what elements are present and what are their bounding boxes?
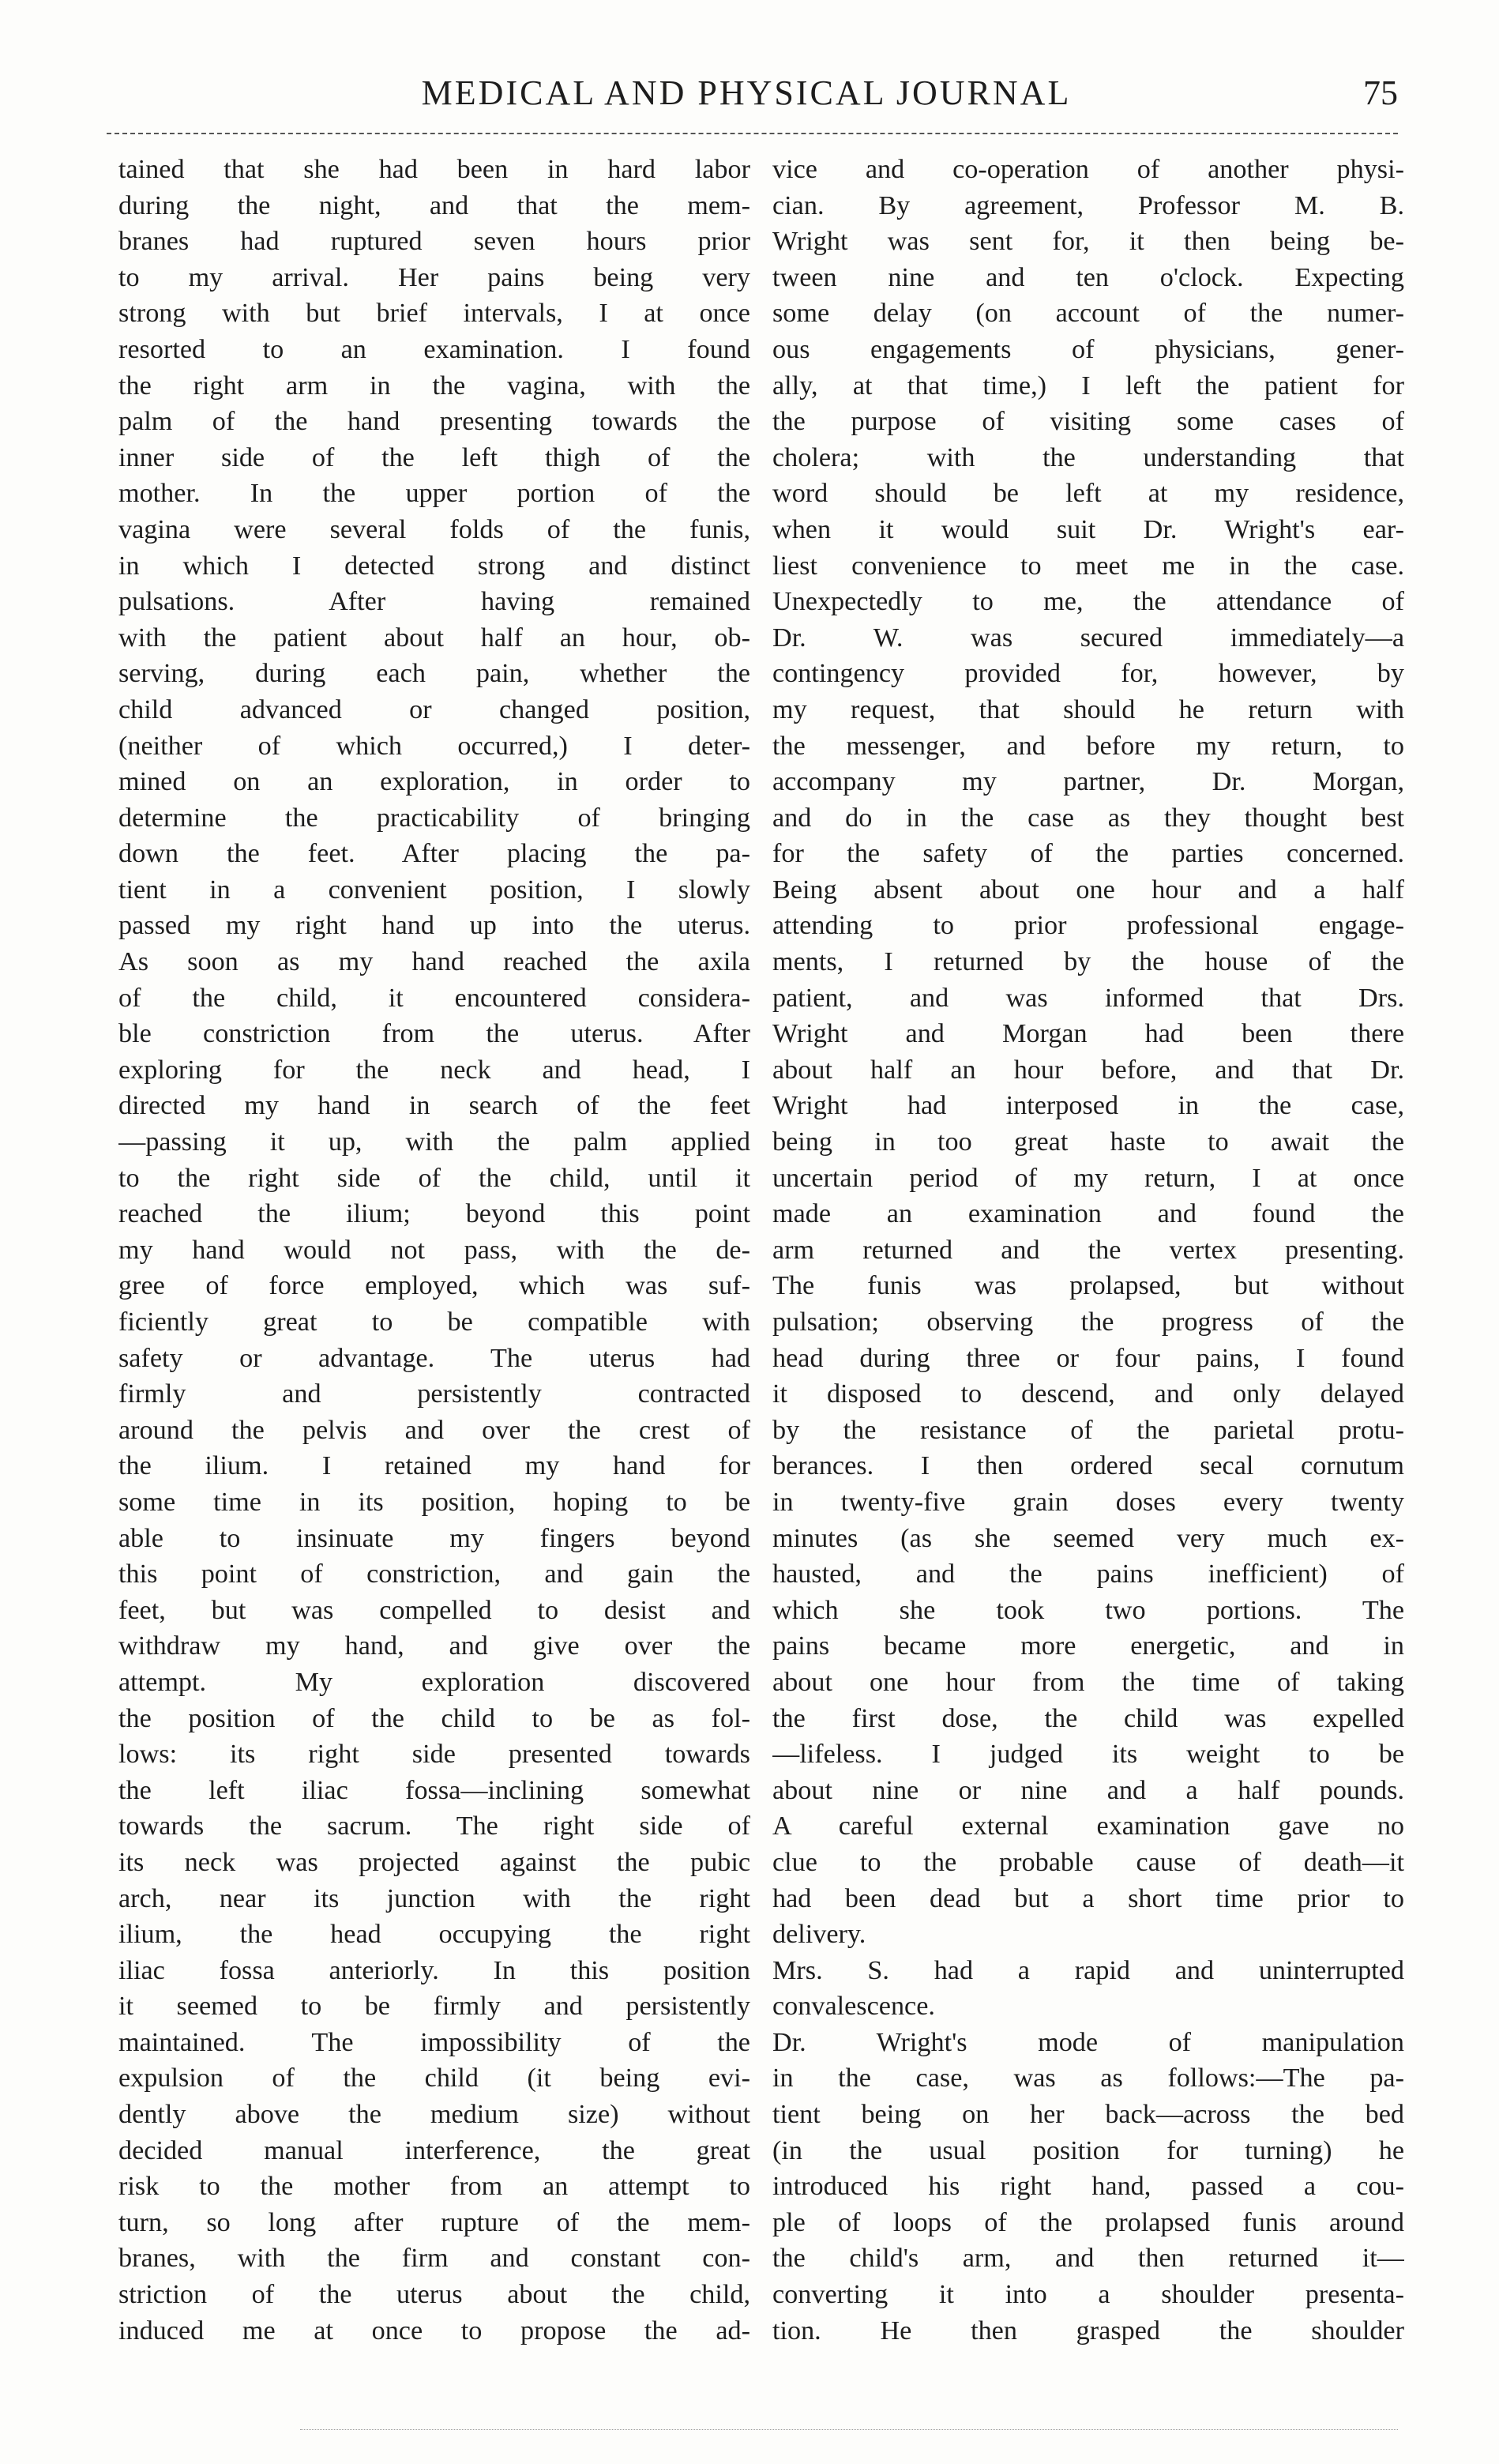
text-line: As soon as my hand reached the axila bbox=[118, 947, 750, 977]
text-line: attempt. My exploration discovered bbox=[118, 1667, 750, 1697]
text-line: in twenty-five grain doses every twenty bbox=[772, 1487, 1404, 1517]
text-line: resorted to an examination. I found bbox=[118, 334, 750, 364]
text-line: cian. By agreement, Professor M. B. bbox=[772, 190, 1404, 220]
text-line: clue to the probable cause of death—it bbox=[772, 1847, 1404, 1877]
text-line: (in the usual position for turning) he bbox=[772, 2135, 1404, 2165]
text-line: to my arrival. Her pains being very bbox=[118, 262, 750, 292]
running-head bbox=[95, 70, 1398, 125]
text-line: during the night, and that the mem- bbox=[118, 190, 750, 220]
text-line: the first dose, the child was expelled bbox=[772, 1703, 1404, 1733]
text-line: Being absent about one hour and a half bbox=[772, 875, 1404, 905]
text-line: ficiently great to be compatible with bbox=[118, 1307, 750, 1337]
text-line: tient being on her back—across the bed bbox=[772, 2100, 1404, 2130]
header-rule bbox=[107, 133, 1398, 134]
text-line: expulsion of the child (it being evi- bbox=[118, 2063, 750, 2093]
text-line: able to insinuate my fingers beyond bbox=[118, 1523, 750, 1553]
text-line: determine the practicability of bringing bbox=[118, 803, 750, 833]
text-line: Wright was sent for, it then being be- bbox=[772, 227, 1404, 257]
text-line: Unexpectedly to me, the attendance of bbox=[772, 587, 1404, 617]
text-line: my request, that should he return with bbox=[772, 694, 1404, 724]
text-line: —lifeless. I judged its weight to be bbox=[772, 1740, 1404, 1770]
text-line: exploring for the neck and head, I bbox=[118, 1055, 750, 1085]
text-line: directed my hand in search of the feet bbox=[118, 1091, 750, 1121]
text-line: it disposed to descend, and only delayed bbox=[772, 1379, 1404, 1409]
text-line: branes, with the firm and constant con- bbox=[118, 2244, 750, 2274]
text-line: pains became more energetic, and in bbox=[772, 1631, 1404, 1661]
text-line: cholera; with the understanding that bbox=[772, 442, 1404, 472]
text-line: in which I detected strong and distinct bbox=[118, 551, 750, 581]
text-line: the messenger, and before my return, to bbox=[772, 731, 1404, 761]
text-line: towards the sacrum. The right side of bbox=[118, 1811, 750, 1841]
text-line: ments, I returned by the house of the bbox=[772, 947, 1404, 977]
text-line: for the safety of the parties concerned. bbox=[772, 839, 1404, 869]
text-line: of the child, it encountered considera- bbox=[118, 983, 750, 1013]
text-line: dently above the medium size) without bbox=[118, 2100, 750, 2130]
text-line: lows: its right side presented towards bbox=[118, 1740, 750, 1770]
text-line: hausted, and the pains inefficient) of bbox=[772, 1559, 1404, 1589]
text-line: tained that she had been in hard labor bbox=[118, 155, 750, 184]
text-line: serving, during each pain, whether the bbox=[118, 659, 750, 689]
text-line: the ilium. I retained my hand for bbox=[118, 1451, 750, 1481]
text-line: this point of constriction, and gain the bbox=[118, 1559, 750, 1589]
text-line: the purpose of visiting some cases of bbox=[772, 407, 1404, 437]
text-line: about one hour from the time of taking bbox=[772, 1667, 1404, 1697]
text-line: berances. I then ordered secal cornutum bbox=[772, 1451, 1404, 1481]
text-line: Dr. Wright's mode of manipulation bbox=[772, 2027, 1404, 2057]
text-line: with the patient about half an hour, ob- bbox=[118, 623, 750, 653]
text-line: delivery. bbox=[772, 1920, 866, 1950]
text-line: patient, and was informed that Drs. bbox=[772, 983, 1404, 1013]
text-line: vice and co-operation of another physi- bbox=[772, 155, 1404, 184]
text-line: the right arm in the vagina, with the bbox=[118, 371, 750, 401]
text-line: vagina were several folds of the funis, bbox=[118, 514, 750, 544]
text-line: iliac fossa anteriorly. In this position bbox=[118, 1955, 750, 1985]
text-line: Dr. W. was secured immediately—a bbox=[772, 623, 1404, 653]
text-line: Wright and Morgan had been there bbox=[772, 1019, 1404, 1049]
text-line: —passing it up, with the palm applied bbox=[118, 1127, 750, 1157]
text-line: converting it into a shoulder presenta- bbox=[772, 2280, 1404, 2310]
text-line: A careful external examination gave no bbox=[772, 1811, 1404, 1841]
text-line: safety or advantage. The uterus had bbox=[118, 1343, 750, 1373]
running-title: MEDICAL AND PHYSICAL JOURNAL bbox=[421, 73, 1072, 112]
text-line: ble constriction from the uterus. After bbox=[118, 1019, 750, 1049]
text-line: mined on an exploration, in order to bbox=[118, 767, 750, 797]
text-line: in the case, was as follows:—The pa- bbox=[772, 2063, 1404, 2093]
text-line: The funis was prolapsed, but without bbox=[772, 1271, 1404, 1301]
text-line: to the right side of the child, until it bbox=[118, 1163, 750, 1193]
text-line: turn, so long after rupture of the mem- bbox=[118, 2207, 750, 2237]
text-line: withdraw my hand, and give over the bbox=[118, 1631, 750, 1661]
text-line: introduced his right hand, passed a cou- bbox=[772, 2172, 1404, 2202]
text-line: striction of the uterus about the child, bbox=[118, 2280, 750, 2310]
footer-rule bbox=[300, 2429, 1398, 2430]
text-line: feet, but was compelled to desist and bbox=[118, 1595, 750, 1625]
text-block bbox=[772, 152, 1404, 2349]
text-line: uncertain period of my return, I at once bbox=[772, 1163, 1404, 1193]
text-line: about nine or nine and a half pounds. bbox=[772, 1775, 1404, 1805]
text-line: my hand would not pass, with the de- bbox=[118, 1235, 750, 1265]
text-block bbox=[118, 152, 750, 2349]
text-line: around the pelvis and over the crest of bbox=[118, 1415, 750, 1445]
text-line: and do in the case as they thought best bbox=[772, 803, 1404, 833]
text-line: firmly and persistently contracted bbox=[118, 1379, 750, 1409]
text-line: decided manual interference, the great bbox=[118, 2135, 750, 2165]
text-line: tion. He then grasped the shoulder bbox=[772, 2315, 1404, 2346]
text-line: minutes (as she seemed very much ex- bbox=[772, 1523, 1404, 1553]
text-line: made an examination and found the bbox=[772, 1199, 1404, 1229]
text-line: Wright had interposed in the case, bbox=[772, 1091, 1404, 1121]
text-line: ilium, the head occupying the right bbox=[118, 1920, 750, 1950]
page-number: 75 bbox=[1363, 73, 1398, 112]
text-line: when it would suit Dr. Wright's ear- bbox=[772, 514, 1404, 544]
text-line: (neither of which occurred,) I deter- bbox=[118, 731, 750, 761]
text-line: pulsation; observing the progress of the bbox=[772, 1307, 1404, 1337]
text-line: ous engagements of physicians, gener- bbox=[772, 334, 1404, 364]
text-line: about half an hour before, and that Dr. bbox=[772, 1055, 1404, 1085]
text-line: the child's arm, and then returned it— bbox=[772, 2244, 1404, 2274]
text-line: some delay (on account of the numer- bbox=[772, 299, 1404, 329]
text-line: arch, near its junction with the right bbox=[118, 1883, 750, 1913]
text-line: some time in its position, hoping to be bbox=[118, 1487, 750, 1517]
text-line: contingency provided for, however, by bbox=[772, 659, 1404, 689]
text-line: convalescence. bbox=[772, 1992, 935, 2022]
text-line: Mrs. S. had a rapid and uninterrupted bbox=[772, 1955, 1404, 1985]
right-column bbox=[772, 152, 1404, 2349]
text-line: had been dead but a short time prior to bbox=[772, 1883, 1404, 1913]
text-line: ally, at that time,) I left the patient for bbox=[772, 371, 1404, 401]
text-line: gree of force employed, which was suf- bbox=[118, 1271, 750, 1301]
left-column bbox=[118, 152, 750, 2349]
text-line: accompany my partner, Dr. Morgan, bbox=[772, 767, 1404, 797]
text-line: the position of the child to be as fol- bbox=[118, 1703, 750, 1733]
text-line: tient in a convenient position, I slowly bbox=[118, 875, 750, 905]
text-line: palm of the hand presenting towards the bbox=[118, 407, 750, 437]
text-line: head during three or four pains, I found bbox=[772, 1343, 1404, 1373]
text-line: reached the ilium; beyond this point bbox=[118, 1199, 750, 1229]
text-line: liest convenience to meet me in the case. bbox=[772, 551, 1404, 581]
text-line: ple of loops of the prolapsed funis around bbox=[772, 2207, 1404, 2237]
text-line: attending to prior professional engage- bbox=[772, 911, 1404, 941]
text-line: inner side of the left thigh of the bbox=[118, 442, 750, 472]
text-line: tween nine and ten o'clock. Expecting bbox=[772, 262, 1404, 292]
text-line: by the resistance of the parietal protu- bbox=[772, 1415, 1404, 1445]
text-line: which she took two portions. The bbox=[772, 1595, 1404, 1625]
text-line: child advanced or changed position, bbox=[118, 694, 750, 724]
text-line: induced me at once to propose the ad- bbox=[118, 2315, 750, 2346]
text-line: arm returned and the vertex presenting. bbox=[772, 1235, 1404, 1265]
text-line: its neck was projected against the pubic bbox=[118, 1847, 750, 1877]
text-line: word should be left at my residence, bbox=[772, 479, 1404, 509]
text-line: being in too great haste to await the bbox=[772, 1127, 1404, 1157]
text-line: the left iliac fossa—inclining somewhat bbox=[118, 1775, 750, 1805]
text-line: pulsations. After having remained bbox=[118, 587, 750, 617]
text-line: down the feet. After placing the pa- bbox=[118, 839, 750, 869]
text-line: strong with but brief intervals, I at once bbox=[118, 299, 750, 329]
text-line: passed my right hand up into the uterus. bbox=[118, 911, 750, 941]
text-line: risk to the mother from an attempt to bbox=[118, 2172, 750, 2202]
text-line: maintained. The impossibility of the bbox=[118, 2027, 750, 2057]
text-line: branes had ruptured seven hours prior bbox=[118, 227, 750, 257]
text-line: it seemed to be firmly and persistently bbox=[118, 1992, 750, 2022]
text-line: mother. In the upper portion of the bbox=[118, 479, 750, 509]
